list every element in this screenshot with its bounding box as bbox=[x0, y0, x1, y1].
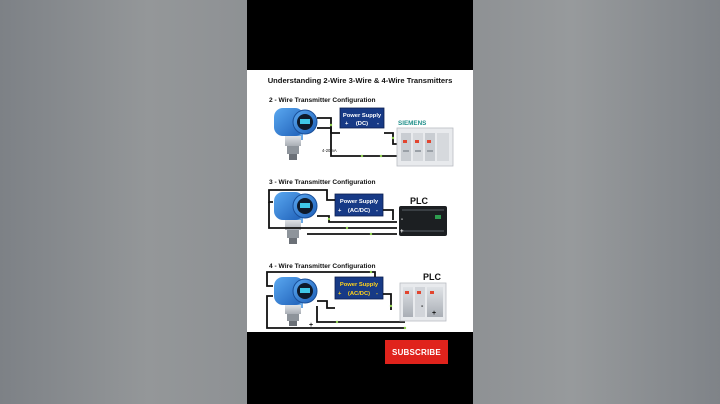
power-supply-label-4-wire: Power Supply bbox=[339, 282, 379, 288]
plc-minus-3-wire: - bbox=[401, 217, 403, 223]
transmitter-3-wire bbox=[274, 192, 317, 244]
power-supply-label-2-wire: Power Supply bbox=[342, 113, 382, 119]
section-3-wire bbox=[269, 179, 447, 244]
background-left bbox=[0, 0, 247, 404]
transmitter-infographic bbox=[247, 70, 473, 332]
section-heading-4-wire: 4 - Wire Transmitter Configuration bbox=[269, 263, 376, 270]
current-markers-2-wire bbox=[330, 124, 394, 157]
section-4-wire bbox=[267, 263, 446, 329]
plc-minus-4-wire: - bbox=[421, 303, 424, 310]
siemens-logo: SIEMENS bbox=[398, 120, 427, 127]
plc-4-wire bbox=[400, 283, 446, 321]
section-2-wire bbox=[269, 97, 453, 166]
power-supply-type-3-wire: (AC/DC) bbox=[347, 208, 371, 214]
background-right bbox=[473, 0, 720, 404]
power-supply-minus-2-wire: - bbox=[377, 121, 379, 127]
plc-plus-3-wire: + bbox=[400, 229, 404, 235]
power-supply-type-4-wire: (AC/DC) bbox=[347, 291, 371, 297]
plc-label-3-wire: PLC bbox=[410, 196, 428, 206]
siemens-controller bbox=[397, 128, 453, 166]
section-heading-3-wire: 3 - Wire Transmitter Configuration bbox=[269, 179, 376, 186]
loop-plus-4-wire: + bbox=[309, 322, 314, 329]
power-supply-plus-3-wire: + bbox=[338, 208, 342, 214]
power-supply-minus-3-wire: - bbox=[376, 208, 378, 214]
transmitter-2-wire bbox=[274, 108, 317, 160]
current-markers-3-wire bbox=[328, 218, 372, 235]
section-heading-2-wire: 2 - Wire Transmitter Configuration bbox=[269, 97, 376, 104]
subscribe-button[interactable]: SUBSCRIBE bbox=[385, 340, 448, 364]
plc-3-wire bbox=[399, 206, 447, 236]
wiring-diagram bbox=[247, 70, 473, 332]
power-supply-plus-4-wire: + bbox=[338, 291, 342, 297]
power-supply-type-2-wire: (DC) bbox=[355, 121, 369, 127]
power-supply-minus-4-wire: - bbox=[376, 291, 378, 297]
power-supply-plus-2-wire: + bbox=[345, 121, 349, 127]
transmitter-4-wire bbox=[274, 277, 317, 326]
loop-current-label: 4-20mA bbox=[322, 148, 337, 153]
plc-plus-4-wire: + bbox=[432, 310, 437, 317]
infographic-title: Understanding 2-Wire 3-Wire & 4-Wire Transmitters bbox=[267, 76, 453, 85]
power-supply-label-3-wire: Power Supply bbox=[339, 199, 379, 205]
plc-label-4-wire: PLC bbox=[423, 272, 441, 282]
